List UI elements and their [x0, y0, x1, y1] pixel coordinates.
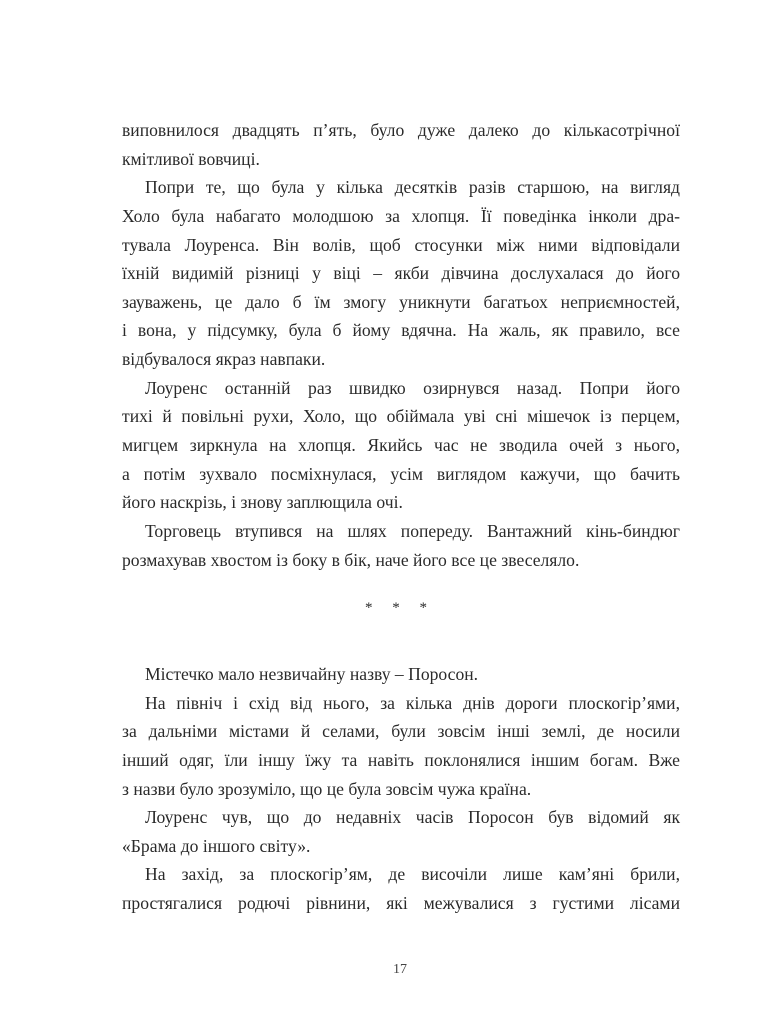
text-line: На північ і схід від нього, за кілька днів дороги плоскогір’ями, [145, 692, 680, 713]
text-line: кмітливої вовчиці. [122, 148, 260, 169]
text-line: На захід, за плоскогір’ям, де височіли лише кам’яні брили, [145, 864, 680, 885]
text-line: його наскрізь, і знову заплющила очі. [122, 492, 403, 513]
section-separator: * * * [365, 600, 435, 616]
text-block-1 [122, 116, 680, 574]
text-line: мигцем зиркнула на хлопця. Якийсь час не зводила очей з нього, [122, 435, 680, 456]
text-line: Містечко мало незвичайну назву – Поросон. [145, 664, 479, 684]
text-line: Лоуренс останній раз швидко озирнувся назад. Попри його [145, 377, 680, 398]
text-line: зауважень, це дало б їм змогу уникнути багатьох неприємностей, [122, 291, 680, 312]
text-line: а потім зухвало посміхнулася, усім виглядом кажучи, що бачить [122, 463, 680, 484]
text-line: «Брама до іншого світу». [122, 835, 311, 856]
text-line: Попри те, що була у кілька десятків разів старшою, на вигляд [145, 177, 680, 198]
text-line: Торговець втупився на шлях попереду. Вантажний кінь-биндюг [145, 520, 680, 541]
text-line: Холо була набагато молодшою за хлопця. Її поведінка інколи дра- [122, 205, 680, 226]
text-line: розмахував хвостом із боку в бік, наче його все це звеселяло. [122, 549, 580, 570]
text-line: з назви було зрозуміло, що це була зовсім чужа країна. [122, 778, 532, 799]
text-line: їхній видимій різниці у віці – якби дівчина дослухалася до його [122, 263, 680, 284]
page-number: 17 [393, 962, 407, 977]
text-line: тихі й повільні рухи, Холо, що обіймала уві сні мішечок із перцем, [122, 406, 680, 427]
text-block-2 [122, 660, 680, 918]
text-line: тувала Лоуренса. Він волів, щоб стосунки між ними відповідали [122, 234, 680, 255]
text-line: простягалися родючі рівнини, які межувалися з густими лісами [122, 893, 680, 914]
text-line: за дальніми містами й селами, були зовсім інші землі, де носили [122, 721, 680, 742]
text-line: Лоуренс чув, що до недавніх часів Поросон був відомий як [145, 807, 680, 828]
text-line: інший одяг, їли іншу їжу та навіть поклонялися іншим богам. Вже [122, 749, 680, 770]
text-line: відбувалося якраз навпаки. [122, 349, 326, 370]
text-line: виповнилося двадцять п’ять, було дуже далеко до кількасотрічної [122, 120, 680, 140]
text-line: і вона, у підсумку, була б йому вдячна. На жаль, як правило, все [122, 320, 680, 341]
